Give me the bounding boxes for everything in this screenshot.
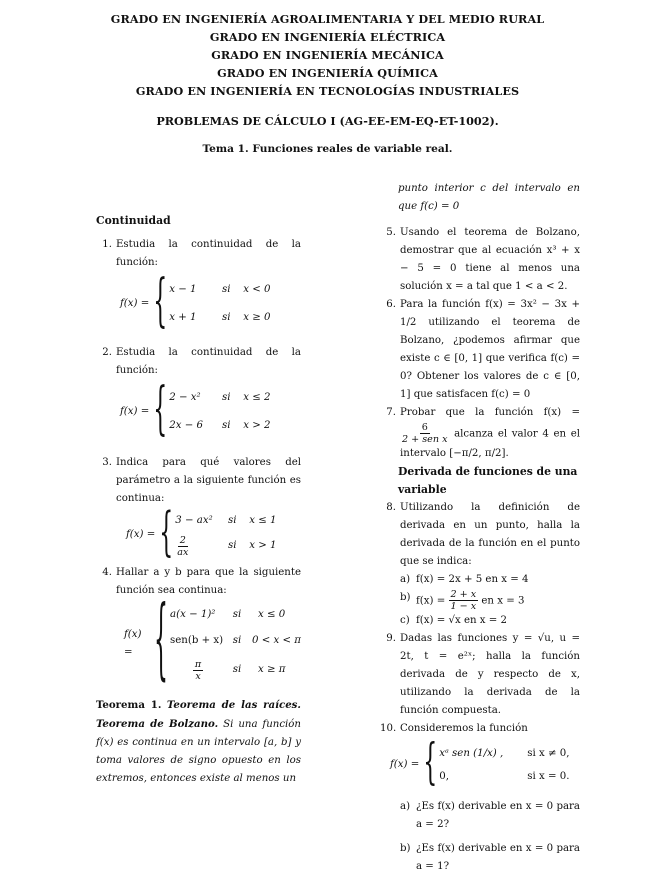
problem-number: 6. [386, 299, 396, 310]
problem-number: 8. [386, 502, 396, 513]
piecewise-function-1 [120, 270, 301, 336]
theorem-body: Si una función f(x) es continua en un intervalo [a, b] y toma valores de signo opuesto en los extremos, entonces existe al menos un [96, 719, 301, 784]
case-si: si [222, 312, 231, 323]
function-lhs: f(x) = [390, 759, 420, 770]
fraction: $\frac{6}{\text{2 + sen x}}$ [402, 422, 448, 445]
case-cond: x ≥ π [258, 664, 286, 676]
problem-number: 10. [380, 723, 397, 734]
left-brace-icon: { [159, 503, 174, 564]
case-si: si [222, 284, 231, 295]
theorem-continuation: punto interior c del intervalo en que f(c) = 0 [398, 183, 580, 212]
piecewise-function-4 [124, 592, 301, 692]
case-si: si [232, 664, 242, 676]
case-cond: x > 2 [243, 420, 271, 431]
problem-number: 1. [102, 239, 112, 250]
case-cond: x < 0 [243, 284, 271, 295]
theorem-title: Teorema de Bolzano. [96, 718, 219, 730]
case-expr: xᵃ sen (1/x) , [439, 747, 504, 759]
degree-line: GRADO EN INGENIERÍA EN TECNOLOGÍAS INDUSTRIALES [135, 84, 520, 98]
section-heading-continuidad: Continuidad [96, 214, 171, 227]
left-column [96, 212, 301, 788]
document-header [0, 10, 655, 158]
subproblem-text: f(x) = √x en x = 2 [416, 615, 508, 626]
problem-text: Para la función f(x) = 3x² − 3x + 1/2 utilizando el teorema de Bolzano, ¿podemos afirmar que existe c ∈ [0, 1] que verifica f(c) = 0? Obtener los valores de c ∈ [0, 1] que satisfacen f(c) = 0 [400, 299, 580, 400]
problem-text: Consideremos la función [400, 723, 528, 734]
case-cond: 0 < x < π [252, 635, 301, 647]
theorem-label: Teorema 1. [96, 699, 162, 711]
subproblem-text-pre: f(x) = [416, 595, 446, 607]
case-cond: x > 1 [249, 540, 277, 552]
degree-line: GRADO EN INGENIERÍA MECÁNICA [211, 48, 444, 62]
degree-line: GRADO EN INGENIERÍA QUÍMICA [217, 66, 438, 80]
subproblem-8b [380, 589, 580, 612]
problem-text: Hallar a y b para que la siguiente función sea continua: [116, 567, 301, 596]
case-cond: si x = 0. [527, 770, 570, 782]
problem-number: 2. [102, 347, 112, 358]
problem-number: 3. [102, 457, 112, 468]
subproblem-10b [380, 840, 580, 876]
problem-3 [96, 454, 301, 508]
theorem-1 [96, 696, 301, 788]
subproblem-text: ¿Es f(x) derivable en x = 0 para a = 1? [416, 843, 580, 872]
piecewise-function-3 [126, 503, 301, 564]
function-lhs: f(x) = [120, 406, 150, 417]
case-si: si [232, 635, 242, 647]
problem-text: Dadas las funciones y = √u, u = 2t, t = e²ˣ; halla la función derivada de y respecto de x, utilizando la derivada de la función compuesta. [400, 633, 580, 716]
problem-text-pre: Probar que la función f(x) = [400, 407, 580, 418]
problem-7 [380, 404, 580, 463]
problem-text: Usando el teorema de Bolzano, demostrar que al ecuación x³ + x − 5 = 0 tiene al menos una solución x = a tal que 1 < a < 2. [400, 227, 580, 292]
problem-9 [380, 630, 580, 720]
problem-text: Indica para qué valores del parámetro a la siguiente función es continua: [116, 457, 301, 504]
fraction: $\frac{2}{ax}$ [177, 534, 189, 558]
tema-title: Tema 1. Funciones reales de variable real. [202, 143, 453, 155]
case-cond: x ≤ 2 [243, 392, 271, 403]
subproblem-10a [380, 798, 580, 834]
piecewise-function-2 [120, 378, 301, 444]
left-brace-icon: { [153, 270, 168, 336]
problem-number: 9. [386, 633, 396, 644]
problem-5 [380, 224, 580, 296]
problem-text: Estudia la continuidad de la función: [116, 239, 301, 268]
subproblem-text-post: en x = 3 [481, 595, 525, 607]
case-expr: a(x − 1)² [170, 609, 216, 621]
left-brace-icon: { [154, 592, 169, 692]
left-brace-icon: { [153, 378, 168, 444]
case-cond: x ≤ 0 [258, 609, 286, 621]
right-column [380, 180, 580, 876]
subproblem-label: b) [400, 843, 411, 854]
problem-number: 5. [386, 227, 396, 238]
function-lhs: f(x) = [120, 298, 150, 309]
case-cond: x ≤ 1 [249, 515, 277, 527]
case-si: si [222, 392, 231, 403]
function-lhs: f(x) = [126, 529, 156, 540]
function-lhs: f(x) = [124, 629, 142, 658]
problem-2 [96, 344, 301, 380]
case-si: si [232, 609, 242, 621]
case-si: si [228, 540, 237, 552]
problem-1 [96, 236, 301, 272]
problem-number: 7. [386, 407, 396, 418]
problem-8 [380, 499, 580, 571]
problem-6 [380, 296, 580, 404]
problem-10 [380, 720, 580, 738]
subproblem-8a [380, 571, 580, 589]
problem-4 [96, 564, 301, 600]
subproblem-label: b) [400, 592, 411, 603]
subproblem-label: a) [400, 801, 411, 812]
fraction: $\frac{\pi}{x}$ [194, 658, 202, 682]
subproblem-label: a) [400, 574, 411, 585]
case-expr: 2 − x² [169, 392, 201, 403]
subproblem-text: f(x) = 2x + 5 en x = 4 [416, 574, 529, 585]
case-cond: si x ≠ 0, [527, 747, 570, 759]
degree-line: GRADO EN INGENIERÍA AGROALIMENTARIA Y DEL MEDIO RURAL [110, 12, 545, 26]
problem-text: Estudia la continuidad de la función: [116, 347, 301, 376]
fraction: $\frac{2 + x}{1 - x}$ [450, 589, 477, 612]
problem-text: Utilizando la definición de derivada en un punto, halla la derivada de la función en el punto que se indica: [400, 502, 580, 567]
problem-text-post: alcanza el valor 4 en el intervalo [−π/2, π/2]. [400, 428, 580, 459]
piecewise-function-10 [390, 736, 580, 792]
case-expr: 3 − ax² [175, 515, 213, 527]
case-si: si [222, 420, 231, 431]
left-brace-icon: { [423, 736, 438, 792]
case-expr: x − 1 [169, 284, 197, 295]
subproblem-label: c) [400, 615, 410, 626]
theorem-title: Teorema de las raíces. [166, 699, 301, 711]
case-si: si [228, 515, 237, 527]
subproblem-text: ¿Es f(x) derivable en x = 0 para a = 2? [416, 801, 580, 830]
course-title: PROBLEMAS DE CÁLCULO I (AG-EE-EM-EQ-ET-1002). [156, 114, 499, 128]
subproblem-8c [380, 612, 580, 630]
case-cond: x ≥ 0 [243, 312, 271, 323]
section-heading-derivada: Derivada de funciones de una variable [398, 465, 578, 496]
case-expr: x + 1 [169, 312, 197, 323]
case-expr: 2x − 6 [169, 420, 203, 431]
case-expr: 0, [439, 770, 449, 782]
problem-number: 4. [102, 567, 112, 578]
case-expr: sen(b + x) [170, 635, 224, 647]
degree-line: GRADO EN INGENIERÍA ELÉCTRICA [209, 30, 446, 44]
